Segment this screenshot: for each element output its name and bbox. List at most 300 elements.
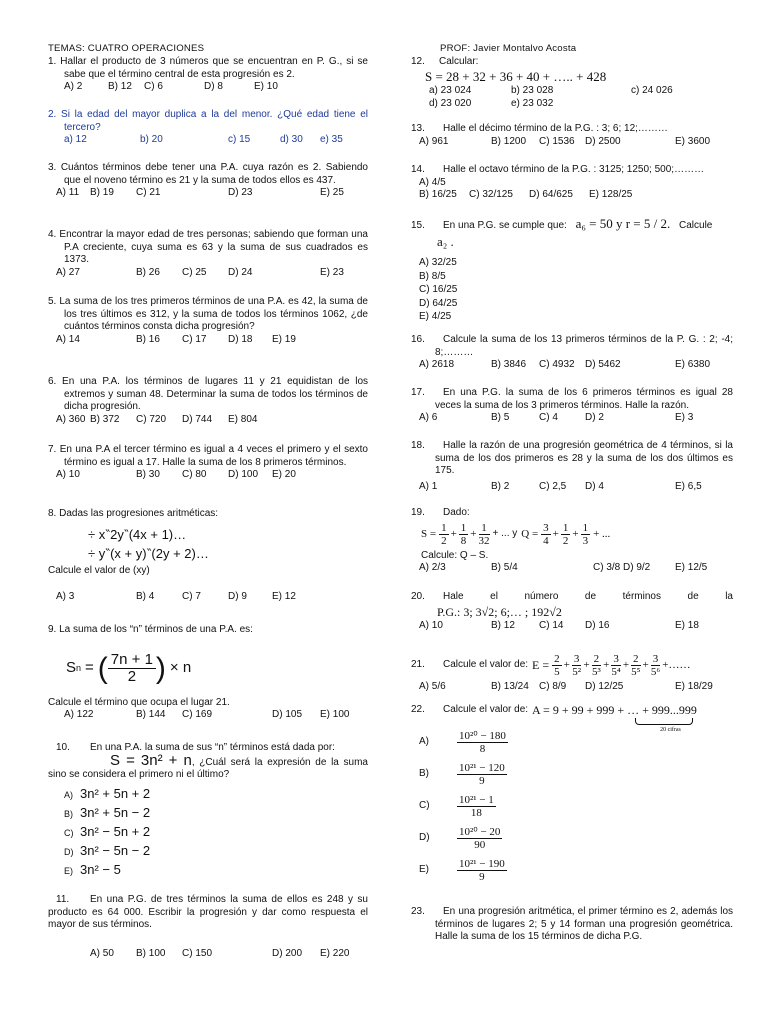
- question-text: 5. La suma de los tres primeros términos de una P.A. es 42, la suma de los tres últimos es 312, y la suma de todos los términos 1062, ¿de cuántos términos consta dicha progresión?: [48, 296, 368, 333]
- question-text: 8. Dadas las progresiones aritméticas:: [48, 508, 219, 519]
- question-body: Calcule la suma de los 13 primeros términos de la P. G. : 2; -4; 8;………: [435, 334, 733, 358]
- option-a: A) 14: [56, 333, 80, 345]
- question-7: [48, 444, 368, 482]
- question-number: 15.: [411, 220, 425, 231]
- question-number: 23.: [411, 906, 425, 917]
- option-d: d) 30: [280, 134, 303, 146]
- equals-sign: =: [85, 659, 94, 677]
- plus-sign: +: [642, 658, 649, 671]
- option-e: E) 18: [675, 619, 699, 631]
- option-b: [403, 759, 733, 791]
- numerator: 1: [582, 522, 589, 535]
- option-a: A) 5/6: [419, 681, 446, 692]
- option-b: B) 5: [491, 412, 510, 424]
- question-text: [403, 906, 733, 944]
- options: [48, 469, 368, 482]
- option-c: [403, 791, 733, 823]
- option-c: C) 80: [182, 469, 207, 481]
- question-body: Dado:: [443, 507, 470, 518]
- teacher-header: PROF: Javier Montalvo Acosta: [440, 43, 577, 54]
- option-e: E) 6380: [675, 359, 711, 371]
- sum-formula: A = 9 + 99 + 999 + … + 999...999: [532, 703, 697, 717]
- numerator: 10²⁰ − 180: [459, 730, 506, 743]
- option-a: A) 961: [419, 135, 449, 147]
- options: [48, 187, 368, 200]
- option-label: C): [419, 800, 430, 812]
- option-b: B) 5/4: [491, 562, 518, 574]
- question-23: [403, 906, 733, 944]
- question-number: 19.: [411, 507, 425, 518]
- question-22: [403, 704, 733, 887]
- sum-numerator: 7n + 1: [108, 652, 156, 669]
- question-number: 10.: [56, 742, 70, 753]
- option-b: B) 16: [136, 333, 160, 345]
- denominator: 2: [441, 535, 447, 548]
- s-fraction-2: [459, 522, 469, 547]
- option-b: B) 8/5: [419, 270, 446, 282]
- option-d: [48, 842, 368, 861]
- option-c: C) 16/25: [419, 284, 458, 295]
- plus-sign: +: [563, 658, 570, 671]
- q-fraction-1: [541, 522, 551, 547]
- question-text: [403, 387, 733, 412]
- option-c: C) 4: [539, 412, 558, 424]
- question-body: Calcule el valor de:: [443, 658, 529, 670]
- option-d: D) 200: [272, 947, 303, 959]
- option-c: C) 8/9: [539, 681, 567, 692]
- option-a: A) 50: [90, 947, 114, 959]
- question-text: [403, 334, 733, 359]
- topic-header: TEMAS: CUATRO OPERACIONES: [48, 43, 205, 54]
- option-b: B) 13/24: [491, 681, 529, 692]
- question-18: [403, 440, 733, 494]
- option-d: [403, 823, 733, 855]
- series-fraction: [651, 653, 661, 678]
- question-body: En una P.G. de tres términos la suma de ellos es 248 y su producto es 64 000. Escribir la progresión y dar como respuesta el mayor de sus términos.: [48, 894, 368, 931]
- question-text: [403, 591, 733, 604]
- option-b: b) 23 028: [511, 84, 554, 96]
- question-text-1: En una P.A. la suma de sus “n” términos está dada por:: [90, 742, 335, 753]
- denominator: 5⁴: [611, 665, 621, 678]
- target-term: a₂ .: [437, 234, 454, 249]
- option-label: C): [64, 827, 74, 838]
- option-d: D) 23: [228, 187, 253, 199]
- option-e: [48, 861, 368, 880]
- numerator: 2: [593, 652, 600, 665]
- option-b: B) 30: [136, 469, 160, 481]
- question-8: [48, 508, 368, 604]
- question-4: [48, 229, 368, 280]
- question-body: Halle el octavo término de la P.G. : 3125; 1250; 500;………: [443, 164, 705, 175]
- option-e: E) 220: [320, 947, 350, 959]
- question-number: 18.: [411, 440, 425, 451]
- option-b: B) 1200: [491, 135, 527, 147]
- denominator: 8: [460, 535, 467, 548]
- options: [403, 256, 733, 324]
- option-a: [48, 785, 368, 804]
- option-a: A) 4/5: [419, 176, 446, 188]
- progression-formula: P.G.: 3; 3√2; 6;… ; 192√2: [437, 604, 562, 619]
- option-value: 3n² − 5: [80, 861, 121, 877]
- question-19: [403, 507, 733, 575]
- question-21: [403, 650, 733, 694]
- question-11: [48, 894, 368, 961]
- option-b: B) 26: [136, 266, 160, 278]
- q-label: Q =: [521, 528, 539, 541]
- question-3: [48, 162, 368, 200]
- option-a: A) 11: [56, 187, 80, 199]
- question-text: 9. La suma de los “n” términos de una P.A. es:: [48, 624, 253, 635]
- option-e: E) 18/29: [675, 681, 713, 692]
- option-label: E): [64, 865, 73, 876]
- option-d: D) 100: [228, 469, 259, 481]
- option-value: 3n² + 5n − 2: [80, 804, 151, 820]
- option-fraction: [457, 858, 507, 883]
- numerator: 10²¹ − 1: [459, 794, 494, 807]
- option-b: B) 3846: [491, 359, 527, 371]
- option-d: D) 9/2: [623, 562, 651, 574]
- denominator: 90: [474, 839, 486, 852]
- option-e: e) 35: [320, 134, 343, 146]
- question-20: [403, 591, 733, 633]
- denominator: 18: [470, 807, 482, 820]
- question-text: [403, 703, 733, 733]
- option-b: B) 4: [136, 591, 155, 603]
- options: [403, 620, 733, 633]
- question-text: [403, 216, 733, 234]
- option-d: D) 16: [585, 619, 610, 631]
- plus-sign: +: [622, 658, 630, 671]
- option-b: B) 2: [491, 480, 510, 492]
- question-ask: Calcule el término que ocupa el lugar 21.: [48, 696, 230, 708]
- sum-subscript: n: [76, 663, 82, 674]
- question-number: 11.: [56, 894, 70, 905]
- numerator: 3: [652, 652, 659, 665]
- option-c: C) 3/8: [593, 562, 621, 574]
- option-d: D) 5462: [585, 359, 621, 371]
- option-a: A) 27: [56, 266, 80, 278]
- plus-sign: +: [572, 528, 579, 541]
- option-c: C) 32/125: [469, 189, 513, 201]
- options: [48, 81, 368, 94]
- brace-label: 20 cifras: [660, 727, 681, 733]
- question-text: [403, 650, 733, 680]
- denominator: 8: [479, 743, 486, 756]
- options: [48, 785, 368, 880]
- question-text: 2. Si la edad del mayor duplica a la del menor. ¿Qué edad tiene el tercero?: [48, 109, 368, 133]
- plus-sign: +: [603, 658, 610, 671]
- options-row-2: [403, 98, 733, 111]
- numerator: 1: [479, 522, 490, 535]
- denominator: 5³: [591, 665, 601, 678]
- question-13: [403, 123, 733, 149]
- sum-formula-block: [532, 703, 697, 733]
- question-text: [403, 507, 733, 520]
- question-14: [403, 164, 733, 202]
- option-fraction: [457, 762, 507, 787]
- option-d: D) 24: [228, 266, 253, 278]
- question-body: Calcular:: [439, 56, 479, 67]
- option-a: A) 360: [56, 413, 86, 425]
- question-text: [403, 123, 733, 136]
- denominator: 32: [478, 535, 490, 548]
- denominator: 5²: [572, 665, 582, 678]
- option-a: A) 1: [419, 480, 438, 492]
- question-body: En una P.G. se cumple que:: [443, 220, 567, 231]
- series-fraction: [552, 653, 562, 678]
- option-label: A): [419, 736, 429, 748]
- options: [48, 709, 368, 722]
- option-e: E) 100: [320, 709, 350, 721]
- sum-denominator: 2: [127, 668, 137, 686]
- question-number: 17.: [411, 387, 425, 398]
- option-a: A) 2618: [419, 359, 455, 371]
- option-d: d) 23 020: [429, 97, 472, 109]
- option-e: E) 12/5: [675, 562, 708, 574]
- sum-formula: S = 3n² + n: [110, 751, 192, 769]
- q-fraction-3: [581, 522, 591, 547]
- times-n: × n: [169, 659, 192, 677]
- option-label: E): [419, 864, 429, 876]
- option-c: C) 7: [182, 591, 201, 603]
- option-a: a) 23 024: [429, 84, 472, 96]
- numerator: 10²⁰ − 20: [459, 826, 501, 839]
- option-fraction: [457, 794, 496, 819]
- plus-sign: +: [470, 528, 477, 541]
- denominator: 9: [479, 775, 485, 788]
- question-number: 12.: [411, 56, 425, 67]
- option-value: 3n² − 5n + 2: [80, 823, 151, 839]
- option-a: A) 2/3: [419, 562, 446, 574]
- option-c: c) 24 026: [631, 84, 673, 96]
- option-e: E) 3600: [675, 135, 711, 147]
- options: [48, 267, 368, 280]
- option-d: D) 9: [228, 591, 247, 603]
- series-fraction: [592, 653, 602, 678]
- q-fraction-2: [561, 522, 571, 547]
- e-label: E =: [532, 657, 550, 672]
- option-c: [48, 823, 368, 842]
- question-2: [48, 109, 368, 147]
- option-c: c) 15: [228, 134, 251, 146]
- question-10: [48, 742, 368, 880]
- options-row-1: [403, 85, 733, 98]
- option-d: D) 64/25: [419, 297, 458, 309]
- paren-right: ): [155, 651, 166, 685]
- sum-formula: [66, 649, 368, 689]
- question-text: [403, 440, 733, 478]
- denominator: 5⁵: [631, 665, 641, 678]
- denominator: 5⁶: [650, 665, 661, 678]
- denominator: 2: [562, 535, 569, 548]
- option-e: E) 25: [320, 187, 344, 199]
- question-12: [403, 56, 733, 111]
- question-text-2: , ¿Cuál será la expresión de la suma sino se considera el primero ni el último?: [48, 756, 368, 781]
- numerator: 2: [554, 652, 560, 665]
- option-c: C) 4932: [539, 359, 575, 371]
- question-text: 1. Hallar el producto de 3 números que se encuentran en P. G., si se sabe que el término central de esta progresión es 2.: [48, 56, 368, 80]
- option-b: B) 12: [108, 81, 132, 93]
- denominator: 5: [554, 665, 560, 678]
- option-d: D) 4: [585, 480, 604, 492]
- option-value: 3n² − 5n − 2: [80, 842, 151, 858]
- series-tail: +……: [662, 658, 691, 671]
- question-ask: Calcule el valor de (xy): [48, 564, 150, 576]
- options: [48, 591, 368, 604]
- denominator: 9: [479, 871, 485, 884]
- option-fraction: [457, 730, 508, 755]
- sum-fraction: [108, 652, 156, 685]
- numerator: 3: [543, 522, 549, 535]
- option-d: D) 8: [204, 81, 223, 93]
- option-c: C) 2,5: [539, 480, 567, 492]
- question-1: [48, 56, 368, 94]
- question-ask: Calcule: Q – S.: [421, 549, 489, 561]
- options: [48, 948, 368, 961]
- option-c: C) 14: [539, 619, 564, 631]
- question-text: 6. En una P.A. los términos de lugares 11 y 21 equidistan de los extremos y suman 48. Determinar la suma de todos los términos de dicha progresión.: [48, 376, 368, 413]
- option-a: A) 3: [56, 591, 75, 603]
- option-d: D) 2: [585, 412, 604, 424]
- option-d: D) 2500: [585, 135, 621, 147]
- option-b: [48, 804, 368, 823]
- option-d: D) 105: [272, 709, 303, 721]
- option-c: C) 720: [136, 413, 167, 425]
- s-tail: + ... y: [492, 528, 518, 540]
- question-body: Halle la razón de una progresión geométrica de 4 términos, si la suma de los dos primeros es 28 y la suma de los dos últimos es 175.: [435, 440, 733, 477]
- option-b: B) 100: [136, 947, 166, 959]
- calc-word: Calcule: [679, 220, 713, 231]
- denominator: 3: [582, 535, 589, 548]
- series-fraction: [572, 653, 582, 678]
- option-a: a) 12: [64, 134, 87, 146]
- question-number: 14.: [411, 164, 425, 175]
- option-b: B) 144: [136, 709, 166, 721]
- question-5: [48, 296, 368, 347]
- option-e: E) 6,5: [675, 480, 702, 492]
- numerator: 3: [613, 652, 619, 665]
- sum-formula: S = 28 + 32 + 36 + 40 + ….. + 428: [425, 68, 607, 84]
- question-17: [403, 387, 733, 425]
- option-e: [403, 855, 733, 887]
- series-formula: [403, 520, 733, 550]
- option-e: E) 4/25: [419, 311, 452, 322]
- option-c: C) 1536: [539, 135, 575, 147]
- question-text: 7. En una P.A el tercer término es igual a 4 veces el primero y el sexto término es igual a 17. Halle la suma de los 8 primeros términos.: [48, 444, 368, 468]
- question-6: [48, 376, 368, 427]
- option-e: E) 19: [272, 333, 296, 345]
- numerator: 1: [460, 522, 467, 535]
- denominator: 4: [543, 535, 549, 548]
- sum-symbol: S: [66, 659, 77, 677]
- options: [403, 359, 733, 372]
- progression-1: ÷ x‶2y‶(4x + 1)…: [88, 526, 187, 542]
- option-a: A) 6: [419, 412, 438, 424]
- plus-sign: +: [583, 658, 590, 671]
- question-number: 22.: [411, 704, 425, 715]
- option-c: C) 150: [182, 947, 213, 959]
- question-text: [403, 164, 733, 177]
- paren-left: (: [97, 651, 108, 685]
- option-label: B): [64, 808, 73, 819]
- option-d: D) 64/625: [529, 189, 573, 201]
- option-label: D): [64, 846, 74, 857]
- progression-2: ÷ y‶(x + y)‶(2y + 2)…: [88, 545, 209, 561]
- option-label: A): [64, 789, 73, 800]
- option-label: B): [419, 768, 429, 780]
- option-a: A) 10: [56, 469, 80, 481]
- s-fraction-3: [479, 522, 490, 547]
- option-e: E) 23: [320, 266, 344, 278]
- numerator: 10²¹ − 120: [459, 762, 505, 775]
- options: [403, 681, 733, 694]
- series-fraction: [611, 653, 621, 678]
- option-e: E) 3: [675, 412, 694, 424]
- option-b: b) 20: [140, 134, 163, 146]
- numerator: 3: [573, 652, 580, 665]
- options: [403, 136, 733, 149]
- options: [48, 414, 368, 427]
- numerator: 1: [441, 522, 447, 535]
- numerator: 1: [562, 522, 569, 535]
- option-c: C) 17: [182, 333, 207, 345]
- series-fractions: [552, 653, 660, 678]
- options: [403, 562, 733, 575]
- question-number: 13.: [411, 123, 425, 134]
- option-a: A) 10: [419, 619, 443, 631]
- option-d: D) 744: [182, 413, 213, 425]
- question-number: 21.: [411, 658, 425, 670]
- option-a: A) 32/25: [419, 257, 457, 268]
- numerator: 10²¹ − 190: [459, 858, 505, 871]
- option-a: [403, 727, 733, 759]
- question-text: [403, 56, 733, 69]
- question-text: 3. Cuántos términos debe tener una P.A. cuya razón es 2. Sabiendo que el noveno término es 21 y la suma de todos ellos es 437.: [48, 162, 368, 186]
- question-body: En una progresión aritmética, el primer término es 2, además los términos de lugares 2; 5 y 14 forman una progresión geométrica. Halle la suma de los 15 términos de dicha P.G.: [435, 906, 733, 943]
- question-text: [48, 742, 368, 782]
- numerator: 2: [633, 652, 639, 665]
- question-9: [48, 624, 368, 722]
- option-c: C) 169: [182, 709, 213, 721]
- option-e: E) 20: [272, 469, 296, 481]
- option-d: D) 18: [228, 333, 253, 345]
- q-tail: + ...: [593, 528, 611, 541]
- plus-sign: +: [450, 528, 457, 541]
- plus-sign: +: [552, 528, 559, 541]
- option-value: 3n² + 5n + 2: [80, 785, 151, 801]
- question-body: En una P.G. la suma de los 6 primeros términos es igual 28 veces la suma de los 3 primeros términos. Halle la razón.: [435, 387, 733, 411]
- option-d: D) 12/25: [585, 681, 624, 692]
- options: [403, 481, 733, 494]
- option-e: e) 23 032: [511, 97, 554, 109]
- series-fraction: [631, 653, 641, 678]
- option-b: B) 12: [491, 619, 515, 631]
- option-e: E) 12: [272, 591, 296, 603]
- question-16: [403, 334, 733, 372]
- option-b: B) 19: [90, 187, 114, 199]
- option-c: C) 25: [182, 266, 207, 278]
- option-a: A) 122: [64, 709, 94, 721]
- question-body: Hale el número de términos de la: [443, 591, 733, 602]
- question-number: 16.: [411, 334, 425, 345]
- options: [48, 134, 368, 147]
- options: [403, 727, 733, 887]
- option-e: E) 128/25: [589, 189, 633, 201]
- s-label: S =: [421, 528, 437, 541]
- question-15: [403, 216, 733, 324]
- option-c: C) 6: [144, 81, 163, 93]
- question-number: 20.: [411, 591, 425, 602]
